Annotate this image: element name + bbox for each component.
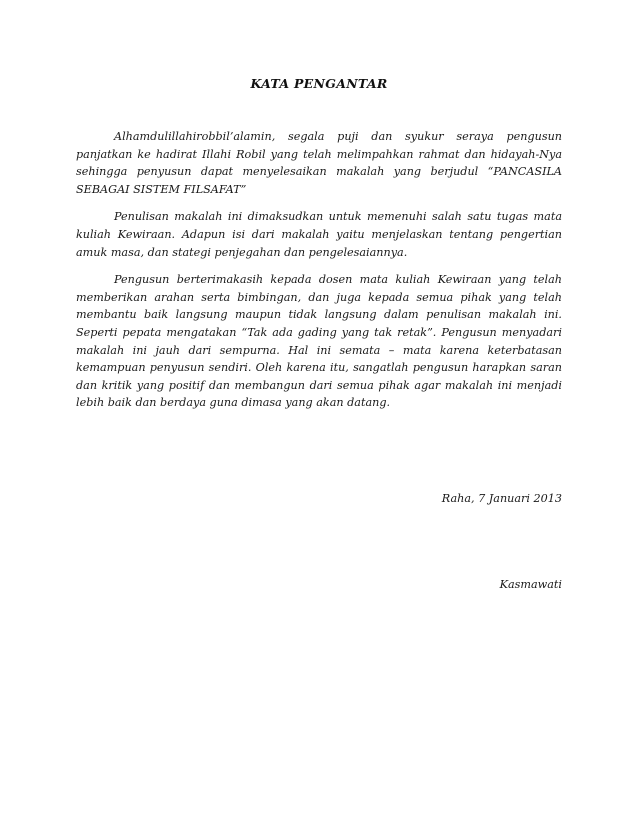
place-date: Raha, 7 Januari 2013: [441, 492, 562, 505]
author-name: Kasmawati: [499, 578, 562, 591]
paragraph-thanks: Pengusun berterimakasih kepada dosen mata kuliah Kewiraan yang telah memberikan arahan serta bimbingan, dan juga kepada semua pihak yang telah membantu baik langsung maupun tidak langsung dalam penulisan makalah ini. Seperti pepata mengatakan “Tak ada gading yang tak retak”. Pengusun menyadari makalah ini jauh dari sempurna. Hal ini semata – mata karena keterbatasan kemampuan penyusun sendiri. Oleh karena itu, sangatlah pengusun harapkan saran dan kritik yang positif dan membangun dari semua pihak agar makalah ini menjadi lebih baik dan berdaya guna dimasa yang akan datang.: [76, 273, 562, 410]
body-text: [76, 128, 562, 422]
paragraph-purpose: Penulisan makalah ini dimaksudkan untuk memenuhi salah satu tugas mata kuliah Kewiraan. Adapun isi dari makalah yaitu menjelaskan tentang pengertian amuk masa, dan stategi penjegahan dan pengelesaiannya.: [76, 210, 562, 259]
page-title: KATA PENGANTAR: [250, 76, 388, 91]
paragraph-opening: Alhamdulillahirobbil’alamin, segala puji dan syukur seraya pengusun panjatkan ke hadirat Illahi Robil yang telah melimpahkan rahmat dan hidayah-Nya sehingga penyusun dapat menyelesaikan makalah yang berjudul “PANCASILA SEBAGAI SISTEM FILSAFAT”: [76, 130, 562, 196]
